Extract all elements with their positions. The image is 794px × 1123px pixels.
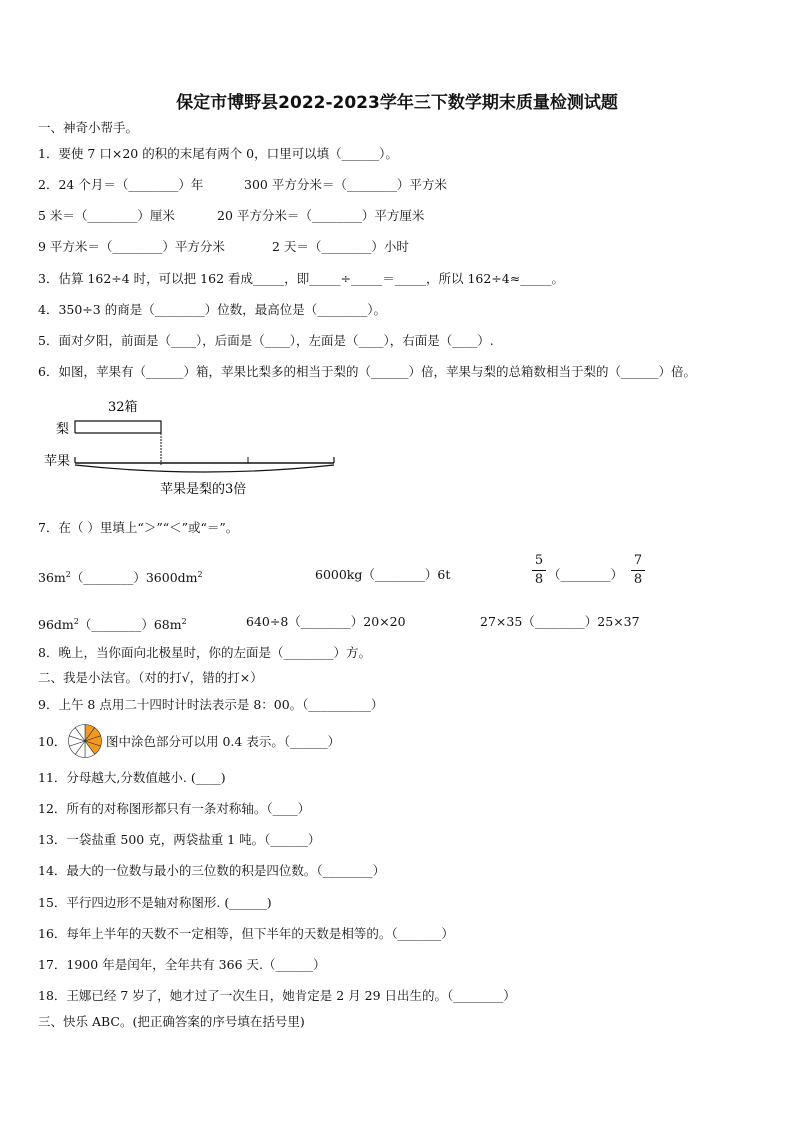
- question-15: 15．平行四边形不是轴对称图形. (______): [38, 895, 272, 910]
- apple-pear-diagram: [38, 393, 348, 503]
- section-2-heading: 二、我是小法官。（对的打√，错的打×）: [38, 670, 263, 685]
- page-title: 保定市博野县2022-2023学年三下数学期末质量检测试题: [176, 93, 618, 113]
- question-17: 17．1900 年是闰年，全年共有 366 天.（______）: [38, 957, 326, 972]
- question-7: 7．在（ ）里填上“＞”“＜”或“＝”。: [38, 520, 239, 535]
- question-12: 12．所有的对称图形都只有一条对称轴。（____）: [38, 801, 311, 816]
- question-10-number: 10．: [38, 734, 67, 749]
- question-6: 6．如图，苹果有（______）箱，苹果比梨多的相当于梨的（______）倍，苹果与梨的总箱数相当于梨的（______）倍。: [38, 364, 696, 379]
- q7-compare-f: 27×35（________）25×37: [480, 614, 640, 629]
- question-10: 图中涂色部分可以用 0.4 表示。（______）: [106, 734, 341, 749]
- fraction-seven-eighths: 7 8: [631, 554, 645, 587]
- q7-compare-a: $36m^2(\_\_\_\_\_\_\_\_)3600dm^2$: [38, 570, 203, 586]
- q7-compare-e: 640÷8（________）20×20: [246, 614, 406, 629]
- question-2b: 300 平方分米＝（________）平方米: [244, 177, 447, 192]
- shaded-circle-icon: [67, 723, 103, 759]
- question-14: 14．最大的一位数与最小的三位数的积是四位数。（________）: [38, 863, 386, 878]
- question-9: 9．上午 8 点用二十四时计时法表示是 8：00。（__________）: [38, 697, 384, 712]
- question-11: 11．分母越大,分数值越小. (____): [38, 770, 226, 785]
- question-18: 18．王娜已经 7 岁了，她才过了一次生日，她肯定是 2 月 29 日出生的。（________）: [38, 988, 516, 1003]
- question-2e: 9 平方米＝（________）平方分米: [38, 239, 225, 254]
- question-5: 5．面对夕阳，前面是（____），后面是（____），左面是（____），右面是（____）.: [38, 333, 494, 348]
- question-2a: 2．24 个月＝（________）年: [38, 177, 204, 192]
- question-2d: 20 平方分米＝（________）平方厘米: [217, 208, 425, 223]
- diagram-top-label: 32箱: [108, 400, 138, 415]
- diagram-bottom-label: 苹果是梨的3倍: [160, 482, 247, 497]
- question-1: 1．要使 7 口×20 的积的末尾有两个 0，口里可以填（______）。: [38, 146, 398, 161]
- q7-compare-b: 6000kg（________）6t: [315, 567, 451, 582]
- question-3: 3．估算 162÷4 时，可以把 162 看成_____，即_____÷_____＝_____，所以 162÷4≈_____。: [38, 271, 564, 286]
- question-2c: 5 米＝（________）厘米: [38, 208, 175, 223]
- question-16: 16．每年上半年的天数不一定相等，但下半年的天数是相等的。（_______）: [38, 926, 454, 941]
- section-3-heading: 三、快乐 ABC。(把正确答案的序号填在括号里): [38, 1014, 305, 1029]
- section-1-heading: 一、神奇小帮手。: [38, 120, 139, 135]
- q7-compare-d: $96dm^2(\_\_\_\_\_\_\_\_)68m^2$: [38, 617, 187, 633]
- q7-compare-c: （________）: [548, 567, 624, 582]
- fraction-five-eighths: 5 8: [532, 554, 546, 587]
- question-2f: 2 天＝（________）小时: [272, 239, 409, 254]
- question-4: 4．350÷3 的商是（________）位数，最高位是（________）。: [38, 302, 386, 317]
- diagram-apple-label: 苹果: [44, 454, 71, 469]
- question-13: 13．一袋盐重 500 克，两袋盐重 1 吨。（______）: [38, 832, 321, 847]
- diagram-pear-label: 梨: [56, 422, 70, 437]
- question-8: 8．晚上，当你面向北极星时，你的左面是（________）方。: [38, 645, 371, 660]
